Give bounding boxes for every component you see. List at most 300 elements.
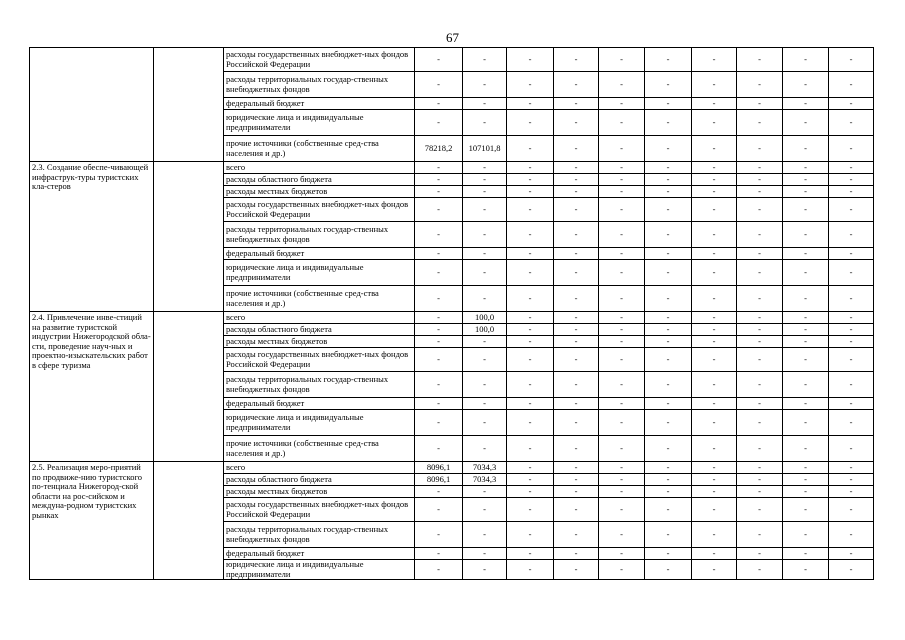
- value-cell: -: [599, 462, 645, 474]
- value-cell: -: [507, 72, 554, 98]
- value-cell: -: [645, 222, 692, 248]
- funding-source-cell: расходы территориальных государ-ственных внебюджетных фондов: [224, 72, 415, 98]
- value-cell: -: [737, 486, 783, 498]
- value-cell: -: [692, 136, 737, 162]
- value-cell: -: [599, 548, 645, 560]
- value-cell: -: [737, 348, 783, 372]
- value-cell: -: [463, 186, 507, 198]
- value-cell: -: [554, 336, 599, 348]
- funding-source-cell: всего: [224, 462, 415, 474]
- value-cell: -: [554, 98, 599, 110]
- funding-source-cell: юридические лица и индивидуальные предприниматели: [224, 110, 415, 136]
- value-cell: -: [692, 110, 737, 136]
- value-cell: -: [645, 336, 692, 348]
- funding-source-cell: юридические лица и индивидуальные предприниматели: [224, 260, 415, 286]
- value-cell: -: [554, 372, 599, 398]
- value-cell: -: [783, 324, 829, 336]
- value-cell: -: [507, 398, 554, 410]
- value-cell: -: [829, 248, 874, 260]
- value-cell: -: [645, 162, 692, 174]
- value-cell: -: [599, 162, 645, 174]
- value-cell: -: [737, 312, 783, 324]
- value-cell: -: [507, 560, 554, 580]
- value-cell: -: [507, 198, 554, 222]
- executor-cell: [154, 312, 224, 462]
- value-cell: -: [415, 260, 463, 286]
- value-cell: -: [415, 174, 463, 186]
- value-cell: -: [507, 522, 554, 548]
- value-cell: -: [507, 260, 554, 286]
- value-cell: -: [645, 398, 692, 410]
- value-cell: -: [692, 348, 737, 372]
- value-cell: -: [415, 372, 463, 398]
- measure-name-cell: 2.5. Реализация меро-приятий по продвиже-нию туристского по-тенциала Нижегород-ской области на рос-сийском и междуна-родном туристских рынках: [30, 462, 154, 580]
- value-cell: -: [692, 186, 737, 198]
- value-cell: -: [645, 462, 692, 474]
- table-row: [30, 162, 874, 174]
- value-cell: -: [737, 174, 783, 186]
- funding-source-cell: расходы государственных внебюджет-ных фондов Российской Федерации: [224, 498, 415, 522]
- value-cell: -: [829, 474, 874, 486]
- funding-source-cell: расходы государственных внебюджет-ных фондов Российской Федерации: [224, 48, 415, 72]
- value-cell: -: [737, 286, 783, 312]
- value-cell: -: [692, 498, 737, 522]
- value-cell: -: [645, 110, 692, 136]
- value-cell: -: [737, 162, 783, 174]
- value-cell: -: [599, 474, 645, 486]
- value-cell: -: [599, 286, 645, 312]
- value-cell: -: [599, 372, 645, 398]
- value-cell: -: [415, 436, 463, 462]
- value-cell: -: [599, 410, 645, 436]
- funding-source-cell: расходы местных бюджетов: [224, 336, 415, 348]
- value-cell: -: [554, 474, 599, 486]
- measure-name-cell: 2.4. Привлечение инве-стиций на развитие туристской индустрии Нижегородской обла-сти, проведение науч-ных и проектно-изыскательских работ в сфере туризма: [30, 312, 154, 462]
- value-cell: -: [599, 260, 645, 286]
- funding-table: [29, 47, 874, 580]
- funding-source-cell: юридические лица и индивидуальные предприниматели: [224, 410, 415, 436]
- value-cell: -: [415, 186, 463, 198]
- value-cell: -: [507, 324, 554, 336]
- value-cell: -: [599, 98, 645, 110]
- table-row: [30, 312, 874, 324]
- value-cell: -: [415, 398, 463, 410]
- value-cell: -: [599, 248, 645, 260]
- value-cell: -: [645, 436, 692, 462]
- value-cell: -: [692, 248, 737, 260]
- funding-source-cell: прочие источники (собственные сред-ства населения и др.): [224, 436, 415, 462]
- funding-source-cell: прочие источники (собственные сред-ства населения и др.): [224, 136, 415, 162]
- value-cell: -: [645, 198, 692, 222]
- value-cell: -: [783, 486, 829, 498]
- value-cell: -: [829, 372, 874, 398]
- value-cell: -: [507, 312, 554, 324]
- value-cell: -: [692, 286, 737, 312]
- funding-source-cell: юридические лица и индивидуальные предприниматели: [224, 560, 415, 580]
- value-cell: -: [599, 398, 645, 410]
- value-cell: -: [599, 222, 645, 248]
- value-cell: -: [415, 336, 463, 348]
- value-cell: -: [737, 372, 783, 398]
- value-cell: -: [554, 198, 599, 222]
- value-cell: -: [415, 222, 463, 248]
- value-cell: -: [554, 498, 599, 522]
- value-cell: -: [829, 348, 874, 372]
- value-cell: -: [692, 48, 737, 72]
- value-cell: -: [554, 522, 599, 548]
- value-cell: -: [645, 174, 692, 186]
- value-cell: -: [829, 324, 874, 336]
- value-cell: -: [737, 498, 783, 522]
- value-cell: -: [737, 136, 783, 162]
- value-cell: -: [507, 174, 554, 186]
- value-cell: -: [463, 98, 507, 110]
- value-cell: -: [829, 110, 874, 136]
- value-cell: -: [829, 398, 874, 410]
- value-cell: -: [554, 436, 599, 462]
- value-cell: -: [692, 548, 737, 560]
- value-cell: -: [645, 486, 692, 498]
- value-cell: -: [645, 560, 692, 580]
- value-cell: -: [783, 174, 829, 186]
- value-cell: -: [737, 336, 783, 348]
- page-number: 67: [446, 30, 459, 45]
- value-cell: -: [692, 260, 737, 286]
- value-cell: -: [692, 222, 737, 248]
- value-cell: -: [737, 98, 783, 110]
- value-cell: -: [783, 372, 829, 398]
- value-cell: -: [829, 186, 874, 198]
- funding-source-cell: расходы государственных внебюджет-ных фондов Российской Федерации: [224, 198, 415, 222]
- value-cell: -: [829, 286, 874, 312]
- value-cell: -: [737, 462, 783, 474]
- value-cell: -: [737, 474, 783, 486]
- value-cell: -: [507, 548, 554, 560]
- funding-source-cell: расходы местных бюджетов: [224, 486, 415, 498]
- funding-source-cell: расходы территориальных государ-ственных внебюджетных фондов: [224, 372, 415, 398]
- value-cell: -: [415, 72, 463, 98]
- value-cell: -: [783, 560, 829, 580]
- value-cell: -: [507, 348, 554, 372]
- value-cell: -: [737, 410, 783, 436]
- value-cell: -: [645, 348, 692, 372]
- value-cell: -: [507, 162, 554, 174]
- funding-source-cell: расходы областного бюджета: [224, 174, 415, 186]
- value-cell: -: [599, 486, 645, 498]
- value-cell: -: [415, 560, 463, 580]
- value-cell: -: [554, 260, 599, 286]
- value-cell: -: [599, 336, 645, 348]
- funding-source-cell: расходы областного бюджета: [224, 474, 415, 486]
- value-cell: -: [645, 312, 692, 324]
- value-cell: -: [554, 248, 599, 260]
- value-cell: -: [692, 336, 737, 348]
- value-cell: -: [415, 248, 463, 260]
- value-cell: -: [463, 486, 507, 498]
- value-cell: -: [783, 260, 829, 286]
- value-cell: -: [737, 398, 783, 410]
- value-cell: -: [463, 348, 507, 372]
- value-cell: -: [507, 462, 554, 474]
- value-cell: -: [645, 72, 692, 98]
- funding-source-cell: федеральный бюджет: [224, 248, 415, 260]
- value-cell: -: [463, 522, 507, 548]
- value-cell: -: [463, 548, 507, 560]
- value-cell: -: [692, 162, 737, 174]
- executor-cell: [154, 162, 224, 312]
- value-cell: -: [737, 248, 783, 260]
- funding-source-cell: прочие источники (собственные сред-ства населения и др.): [224, 286, 415, 312]
- value-cell: -: [783, 222, 829, 248]
- value-cell: -: [599, 348, 645, 372]
- measure-name-cell: [30, 48, 154, 162]
- value-cell: 8096,1: [415, 462, 463, 474]
- value-cell: -: [599, 324, 645, 336]
- value-cell: -: [783, 136, 829, 162]
- value-cell: -: [507, 186, 554, 198]
- value-cell: -: [463, 410, 507, 436]
- value-cell: -: [737, 110, 783, 136]
- value-cell: -: [783, 98, 829, 110]
- value-cell: -: [783, 286, 829, 312]
- measure-name-cell: 2.3. Создание обеспе-чивающей инфраструк-туры туристских кла-стеров: [30, 162, 154, 312]
- value-cell: -: [829, 548, 874, 560]
- value-cell: -: [692, 398, 737, 410]
- value-cell: -: [554, 548, 599, 560]
- value-cell: -: [554, 560, 599, 580]
- value-cell: -: [692, 486, 737, 498]
- value-cell: -: [599, 436, 645, 462]
- value-cell: -: [645, 98, 692, 110]
- value-cell: -: [415, 162, 463, 174]
- value-cell: -: [692, 98, 737, 110]
- value-cell: -: [507, 286, 554, 312]
- value-cell: -: [645, 498, 692, 522]
- value-cell: 78218,2: [415, 136, 463, 162]
- value-cell: -: [463, 162, 507, 174]
- value-cell: -: [415, 522, 463, 548]
- value-cell: -: [599, 136, 645, 162]
- value-cell: -: [692, 474, 737, 486]
- value-cell: -: [829, 498, 874, 522]
- value-cell: -: [783, 522, 829, 548]
- value-cell: -: [692, 522, 737, 548]
- value-cell: -: [737, 72, 783, 98]
- value-cell: -: [829, 136, 874, 162]
- value-cell: -: [554, 348, 599, 372]
- value-cell: -: [554, 312, 599, 324]
- executor-cell: [154, 462, 224, 580]
- value-cell: -: [554, 222, 599, 248]
- value-cell: -: [829, 336, 874, 348]
- value-cell: -: [463, 372, 507, 398]
- value-cell: -: [783, 186, 829, 198]
- value-cell: -: [783, 398, 829, 410]
- value-cell: -: [415, 198, 463, 222]
- value-cell: -: [692, 324, 737, 336]
- value-cell: -: [692, 198, 737, 222]
- value-cell: -: [415, 110, 463, 136]
- value-cell: -: [554, 398, 599, 410]
- value-cell: -: [783, 48, 829, 72]
- value-cell: -: [415, 286, 463, 312]
- value-cell: -: [554, 410, 599, 436]
- value-cell: -: [783, 410, 829, 436]
- value-cell: -: [415, 48, 463, 72]
- value-cell: -: [463, 286, 507, 312]
- value-cell: -: [554, 136, 599, 162]
- funding-source-cell: всего: [224, 312, 415, 324]
- value-cell: -: [783, 198, 829, 222]
- value-cell: -: [829, 410, 874, 436]
- funding-source-cell: расходы местных бюджетов: [224, 186, 415, 198]
- value-cell: -: [507, 486, 554, 498]
- value-cell: -: [599, 312, 645, 324]
- value-cell: -: [554, 324, 599, 336]
- value-cell: -: [507, 136, 554, 162]
- value-cell: -: [415, 348, 463, 372]
- value-cell: 100,0: [463, 324, 507, 336]
- value-cell: -: [507, 222, 554, 248]
- value-cell: -: [554, 110, 599, 136]
- value-cell: -: [463, 174, 507, 186]
- value-cell: -: [554, 162, 599, 174]
- value-cell: -: [599, 110, 645, 136]
- value-cell: -: [829, 72, 874, 98]
- value-cell: -: [554, 72, 599, 98]
- value-cell: -: [829, 48, 874, 72]
- value-cell: -: [463, 222, 507, 248]
- value-cell: -: [463, 398, 507, 410]
- value-cell: -: [463, 560, 507, 580]
- value-cell: -: [737, 522, 783, 548]
- value-cell: -: [783, 462, 829, 474]
- value-cell: -: [599, 174, 645, 186]
- value-cell: -: [737, 324, 783, 336]
- funding-source-cell: расходы областного бюджета: [224, 324, 415, 336]
- value-cell: -: [554, 486, 599, 498]
- value-cell: -: [645, 248, 692, 260]
- value-cell: -: [645, 324, 692, 336]
- table-row: [30, 462, 874, 474]
- value-cell: -: [829, 560, 874, 580]
- value-cell: -: [645, 136, 692, 162]
- value-cell: -: [645, 410, 692, 436]
- value-cell: -: [463, 260, 507, 286]
- value-cell: -: [415, 324, 463, 336]
- value-cell: -: [415, 410, 463, 436]
- value-cell: -: [599, 72, 645, 98]
- value-cell: -: [599, 198, 645, 222]
- funding-source-cell: федеральный бюджет: [224, 548, 415, 560]
- funding-source-cell: всего: [224, 162, 415, 174]
- value-cell: -: [829, 162, 874, 174]
- value-cell: -: [692, 560, 737, 580]
- value-cell: -: [829, 260, 874, 286]
- value-cell: -: [415, 98, 463, 110]
- value-cell: -: [645, 260, 692, 286]
- value-cell: -: [692, 462, 737, 474]
- value-cell: -: [507, 98, 554, 110]
- value-cell: -: [599, 48, 645, 72]
- value-cell: -: [463, 72, 507, 98]
- value-cell: -: [692, 410, 737, 436]
- value-cell: -: [737, 186, 783, 198]
- value-cell: -: [829, 436, 874, 462]
- value-cell: -: [463, 248, 507, 260]
- value-cell: -: [507, 110, 554, 136]
- value-cell: -: [415, 486, 463, 498]
- value-cell: -: [783, 348, 829, 372]
- value-cell: -: [507, 48, 554, 72]
- value-cell: -: [645, 548, 692, 560]
- value-cell: -: [645, 474, 692, 486]
- value-cell: -: [829, 486, 874, 498]
- value-cell: -: [829, 462, 874, 474]
- funding-source-cell: расходы государственных внебюджет-ных фондов Российской Федерации: [224, 348, 415, 372]
- value-cell: -: [554, 462, 599, 474]
- value-cell: 107101,8: [463, 136, 507, 162]
- value-cell: -: [737, 560, 783, 580]
- value-cell: -: [554, 174, 599, 186]
- value-cell: 7034,3: [463, 462, 507, 474]
- value-cell: -: [645, 372, 692, 398]
- value-cell: -: [599, 522, 645, 548]
- value-cell: -: [554, 48, 599, 72]
- value-cell: -: [783, 548, 829, 560]
- funding-source-cell: расходы территориальных государ-ственных внебюджетных фондов: [224, 522, 415, 548]
- value-cell: -: [463, 48, 507, 72]
- value-cell: -: [507, 498, 554, 522]
- value-cell: -: [645, 286, 692, 312]
- value-cell: -: [507, 410, 554, 436]
- value-cell: -: [463, 198, 507, 222]
- value-cell: -: [599, 560, 645, 580]
- funding-source-cell: федеральный бюджет: [224, 98, 415, 110]
- value-cell: -: [507, 336, 554, 348]
- table-row: [30, 48, 874, 72]
- value-cell: -: [829, 198, 874, 222]
- value-cell: -: [645, 522, 692, 548]
- value-cell: -: [599, 186, 645, 198]
- value-cell: -: [737, 48, 783, 72]
- value-cell: -: [783, 498, 829, 522]
- value-cell: -: [783, 248, 829, 260]
- value-cell: -: [783, 110, 829, 136]
- funding-source-cell: федеральный бюджет: [224, 398, 415, 410]
- value-cell: -: [829, 222, 874, 248]
- value-cell: -: [783, 336, 829, 348]
- value-cell: -: [692, 312, 737, 324]
- value-cell: 7034,3: [463, 474, 507, 486]
- value-cell: -: [507, 372, 554, 398]
- value-cell: -: [507, 248, 554, 260]
- value-cell: -: [692, 174, 737, 186]
- value-cell: -: [783, 72, 829, 98]
- value-cell: -: [463, 436, 507, 462]
- value-cell: -: [829, 174, 874, 186]
- value-cell: -: [554, 286, 599, 312]
- value-cell: -: [415, 312, 463, 324]
- value-cell: -: [507, 436, 554, 462]
- value-cell: -: [829, 312, 874, 324]
- funding-source-cell: расходы территориальных государ-ственных внебюджетных фондов: [224, 222, 415, 248]
- executor-cell: [154, 48, 224, 162]
- value-cell: -: [463, 336, 507, 348]
- value-cell: -: [737, 548, 783, 560]
- value-cell: -: [737, 260, 783, 286]
- value-cell: -: [829, 98, 874, 110]
